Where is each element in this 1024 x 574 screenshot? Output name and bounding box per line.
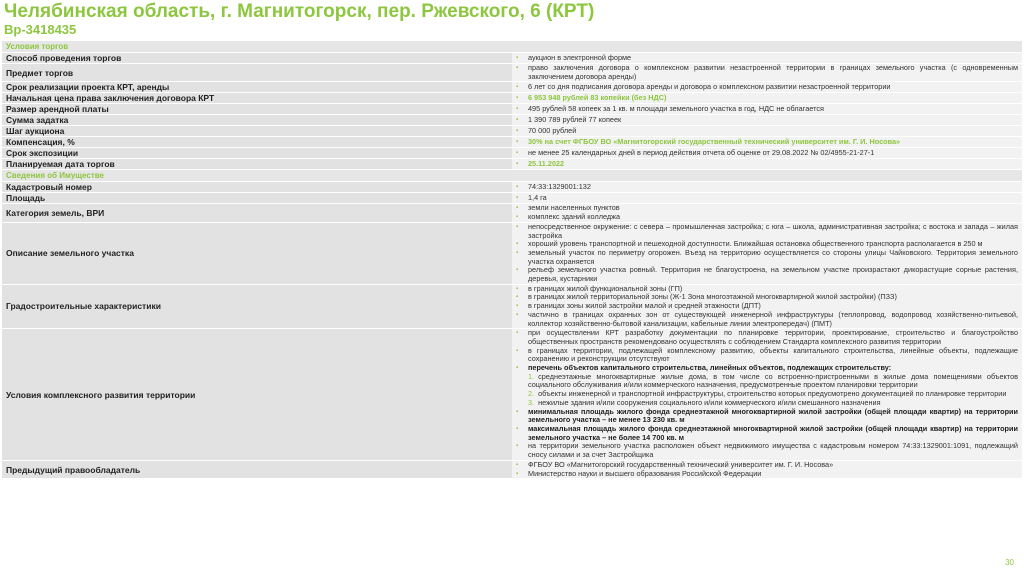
table-row bbox=[2, 53, 1022, 64]
list-item: ▪ минимальная площадь жилого фонда среднеэтажной многоквартирной жилой застройки (общей площади квартир) на территории земельного участка – не менее 13 230 кв. м bbox=[516, 408, 1018, 425]
row-value: ▪ 1,4 га bbox=[516, 194, 1018, 203]
row-label: Кадастровый номер bbox=[2, 182, 512, 193]
row-value: ▪ 6 953 948 рублей 83 копейки (без НДС) bbox=[516, 94, 1018, 103]
row-label: Начальная цена права заключения договора КРТ bbox=[2, 93, 512, 104]
table-row bbox=[2, 148, 1022, 159]
table-row bbox=[2, 104, 1022, 115]
list-item: ▪ комплекс зданий колледжа bbox=[516, 213, 1018, 222]
list-item: ▪ в границах территории, подлежащей комплексному развитию, объекты капитального строительства, линейные объекты, подлежащие сохранению и реконструкции отсутствуют bbox=[516, 347, 1018, 364]
list-item: ▪ рельеф земельного участка ровный. Территория не благоустроена, на земельном участке произрастают дикорастущие сорные растения, деревья, кустарники bbox=[516, 266, 1018, 283]
row-label: Описание земельного участка bbox=[2, 222, 512, 284]
row-value: ▪ 6 лет со дня подписания договора аренды и договора о комплексном развитии незастроенной территории bbox=[516, 83, 1018, 92]
table-row bbox=[2, 137, 1022, 148]
list-item: ▪ земли населенных пунктов bbox=[516, 204, 1018, 213]
row-value: ▪ право заключения договора о комплексном развитии незастроенной территории в границах земельного участка (с одновременным заключением договора аренды) bbox=[516, 64, 1018, 81]
row-label: Способ проведения торгов bbox=[2, 53, 512, 64]
row-value: ▪ 70 000 рублей bbox=[516, 127, 1018, 136]
row-label: Категория земель, ВРИ bbox=[2, 204, 512, 222]
table-row bbox=[2, 159, 1022, 170]
lot-table bbox=[2, 41, 1022, 479]
list-item: 1. среднеэтажные многоквартирные жилые дома, в том числе со встроенно-пристроенными в жилые дома помещениями объектов социального обслуживания и/или коммерческого назначения, предусмотренные проектом планировки территории bbox=[528, 371, 1018, 390]
table-row bbox=[2, 193, 1022, 204]
row-label: Размер арендной платы bbox=[2, 104, 512, 115]
list-item: ▪ частично в границах охранных зон от существующей инженерной инфраструктуры (теплопровод, водопровод хозяйственно-питьевой, коллектор хозяйственно-бытовой канализации, кабельные линии электропередач) (ПМТ) bbox=[516, 311, 1018, 328]
table-row bbox=[2, 222, 1022, 284]
row-value: ▪ 30% на счет ФГБОУ ВО «Магнитогорский государственный технический университет им. Г. И. Носова» bbox=[516, 138, 1018, 147]
list-item: ▪ при осуществлении КРТ разработку документации по планировке территории, проектирование, строительство и благоустройство общественных пространств рекомендовано осуществлять с соблюдением Стандарта комплексного развития территории bbox=[516, 329, 1018, 346]
page-number: 30 bbox=[1005, 558, 1014, 567]
table-row bbox=[2, 64, 1022, 82]
row-value: ▪ 1 390 789 рублей 77 копеек bbox=[516, 116, 1018, 125]
row-label: Градостроительные характеристики bbox=[2, 284, 512, 329]
row-label: Предыдущий правообладатель bbox=[2, 460, 512, 478]
row-value: ▪ 495 рублей 58 копеек за 1 кв. м площади земельного участка в год, НДС не облагается bbox=[516, 105, 1018, 114]
lot-id: Вр-3418435 bbox=[4, 22, 77, 37]
table-row bbox=[2, 284, 1022, 329]
table-row bbox=[2, 115, 1022, 126]
section-trade-conditions: Условия торгов bbox=[2, 41, 1022, 53]
list-item: ▪ хороший уровень транспортной и пешеходной доступности. Ближайшая остановка общественного транспорта располагается в 250 м bbox=[516, 240, 1018, 249]
list-item: ▪ в границах жилой территориальной зоны (Ж-1 Зона многоэтажной многоквартирной жилой застройки) (ПЗЗ) bbox=[516, 293, 1018, 302]
table-row bbox=[2, 460, 1022, 478]
table-row bbox=[2, 93, 1022, 104]
list-item: ▪ в границах жилой функциональной зоны (ГП) bbox=[516, 285, 1018, 294]
list-item: 3. нежилые здания и/или сооружения социального и/или коммерческого и/или смешанного назначения bbox=[528, 397, 881, 407]
row-label: Срок реализации проекта КРТ, аренды bbox=[2, 82, 512, 93]
list-item: ▪ Министерство науки и высшего образования Российской Федерации bbox=[516, 470, 1018, 479]
row-value: ▪ не менее 25 календарных дней в период действия отчета об оценке от 29.08.2022 № 02/4955-21-27-1 bbox=[516, 149, 1018, 158]
list-item: ▪ максимальная площадь жилого фонда среднеэтажной многоквартирной жилой застройки (общей площади квартир) на территории земельного участка – не более 14 700 кв. м bbox=[516, 425, 1018, 442]
list-item: 2. объекты инженерной и транспортной инфраструктуры, строительство которых предусмотрено документацией по планировке территории bbox=[528, 389, 1007, 399]
row-label: Компенсация, % bbox=[2, 137, 512, 148]
row-label: Срок экспозиции bbox=[2, 148, 512, 159]
row-label: Сумма задатка bbox=[2, 115, 512, 126]
list-item: ▪ непосредственное окружение: с севера – промышленная застройка; с юга – школа, административная застройка; с востока и запада – жилая застройка bbox=[516, 223, 1018, 240]
row-label: Предмет торгов bbox=[2, 64, 512, 82]
row-label: Планируемая дата торгов bbox=[2, 159, 512, 170]
page-title: Челябинская область, г. Магнитогорск, пер. Ржевского, 6 (КРТ) bbox=[4, 1, 595, 22]
list-item: ▪ ФГБОУ ВО «Магнитогорский государственный технический университет им. Г. И. Носова» bbox=[516, 461, 1018, 470]
list-item: ▪ на территории земельного участка расположен объект недвижимого имущества с кадастровым номером 74:33:1329001:1091, подлежащий сносу силами и за счет Застройщика bbox=[516, 442, 1018, 459]
table-row bbox=[2, 182, 1022, 193]
table-row bbox=[2, 126, 1022, 137]
row-label: Площадь bbox=[2, 193, 512, 204]
table-row bbox=[2, 82, 1022, 93]
list-item: ▪ земельный участок по периметру огорожен. Въезд на территорию осуществляется со стороны улицы Чайковского. Территория земельного участка охраняется bbox=[516, 249, 1018, 266]
row-value: ▪ аукцион в электронной форме bbox=[516, 54, 1018, 63]
list-item: ▪ перечень объектов капитального строительства, линейных объектов, подлежащих строительству: bbox=[516, 364, 1018, 373]
row-value: ▪ 25.11.2022 bbox=[516, 160, 1018, 169]
row-label: Шаг аукциона bbox=[2, 126, 512, 137]
row-label: Условия комплексного развития территории bbox=[2, 329, 512, 461]
list-item: ▪ в границах зоны жилой застройки малой и средней этажности (ДПТ) bbox=[516, 302, 1018, 311]
row-value: ▪ 74:33:1329001:132 bbox=[516, 183, 1018, 192]
section-property-info: Сведения об Имуществе bbox=[2, 170, 1022, 182]
table-row bbox=[2, 204, 1022, 222]
table-row bbox=[2, 329, 1022, 461]
